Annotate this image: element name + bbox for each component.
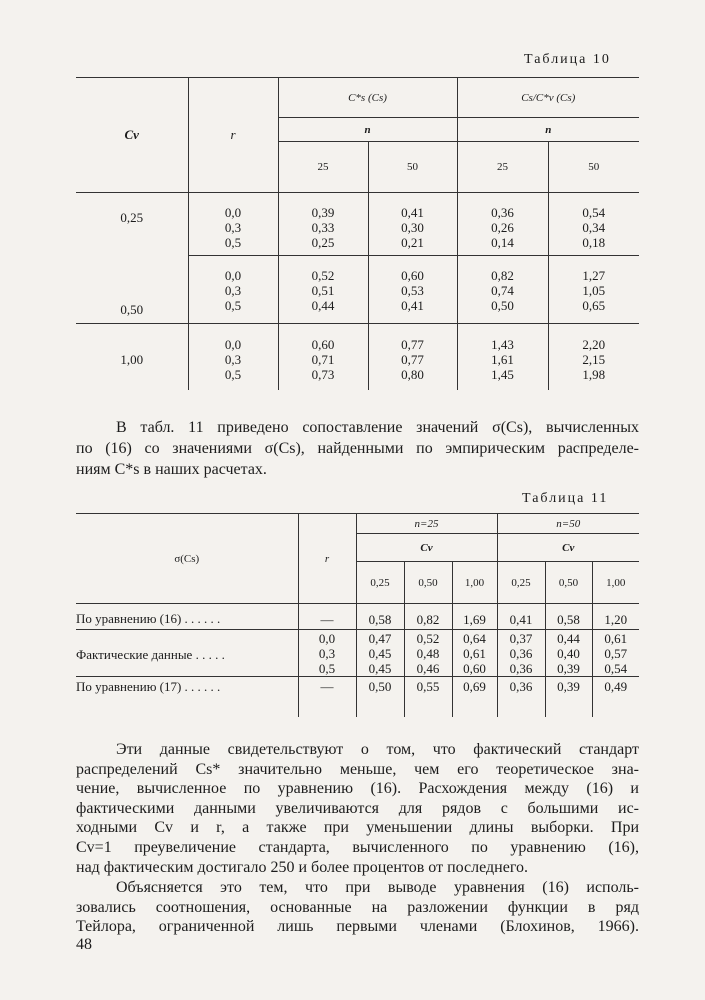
cell-value: 0,73	[311, 367, 335, 382]
text-line: распределений Cs* значительно меньше, чем его теоретическое зна-	[76, 760, 639, 778]
cell-value: 1,45	[491, 367, 514, 382]
cv-value: 1,00	[452, 562, 497, 604]
cell-value: 0,82	[491, 268, 514, 283]
cv-value: 0,25	[356, 562, 404, 604]
cell-value: 0,45	[368, 661, 392, 676]
cell-value: 0,54	[582, 205, 606, 220]
cell-value: 0,39	[545, 677, 592, 717]
cell-value: 0,39	[557, 661, 580, 676]
cv-header-1: Cv	[356, 534, 497, 562]
cell-value: 0,52	[416, 631, 440, 646]
cell-value: 0,48	[416, 646, 440, 661]
col-header-r: r	[188, 78, 278, 193]
col-header-sigma: σ(Cs)	[76, 514, 298, 604]
table-row	[76, 604, 639, 630]
cell-value: 1,43	[491, 337, 514, 352]
cv-value: 1,00	[76, 324, 188, 390]
text-line: чение, вычисленное по уравнению (16). Расхождения между (16) и	[76, 780, 639, 798]
cell-value: 0,53	[401, 283, 424, 298]
cell-value: 0,54	[604, 661, 628, 676]
cv-value: 0,50	[120, 302, 144, 317]
cell-value: 0,39	[311, 205, 335, 220]
cell-value: 0,51	[311, 283, 335, 298]
table10	[76, 77, 639, 390]
table-row	[76, 193, 639, 256]
cell-value: 1,61	[491, 352, 514, 367]
cell-value: 0,58	[356, 604, 404, 630]
text-line: по (16) со значениями σ(Cs), найденными по эмпирическим распределе-	[76, 440, 639, 457]
cell-value: 0,80	[401, 367, 424, 382]
row-label: По уравнению (16) . . . . . .	[76, 611, 221, 626]
cell-value: 0,44	[557, 631, 580, 646]
group-header-n50: n=50	[497, 514, 639, 534]
cell-value: 0,36	[509, 661, 533, 676]
cell-value: 0,74	[491, 283, 514, 298]
cell-value: 0,60	[311, 337, 335, 352]
r-value: 0,3	[224, 220, 242, 235]
cell-value: 0,44	[311, 298, 335, 313]
paragraph-3	[76, 878, 639, 937]
cell-value: 0,36	[497, 677, 545, 717]
cell-value: 0,77	[401, 352, 424, 367]
cell-value: 0,41	[401, 298, 424, 313]
cell-value: 0,65	[582, 298, 606, 313]
cell-value: 0,21	[401, 235, 424, 250]
text-line: В табл. 11 приведено сопоставление значений σ(Cs), вычисленных	[116, 419, 639, 436]
cv-header-2: Cv	[497, 534, 639, 562]
text-line: над фактическим достигало 250 и более процентов от последнего.	[76, 858, 528, 876]
cell-value: 0,45	[368, 646, 392, 661]
cell-value: 0,41	[497, 604, 545, 630]
text-line: Тейлора, ограниченной лишь первыми членами (Блохинов, 1966).	[76, 918, 639, 936]
r-value: 0,5	[224, 367, 242, 382]
paragraph-2	[76, 740, 639, 877]
cell-value: 0,14	[491, 235, 514, 250]
cell-value: 0,46	[416, 661, 440, 676]
table-row	[76, 256, 639, 324]
r-value: 0,0	[224, 205, 242, 220]
cell-value: 0,82	[404, 604, 452, 630]
n-value: 50	[368, 142, 457, 193]
cell-value: 0,49	[592, 677, 639, 717]
cell-value: 0,36	[509, 646, 533, 661]
cell-value: 0,52	[311, 268, 335, 283]
cell-value: 1,27	[582, 268, 606, 283]
cell-value: 1,98	[582, 367, 606, 382]
n-header-1: n	[278, 118, 457, 142]
cv-value: 0,25	[120, 209, 144, 225]
cell-value: 0,50	[356, 677, 404, 717]
cell-value: 0,77	[401, 337, 424, 352]
cell-value: 0,60	[401, 268, 424, 283]
text-line: ниям C*s в наших расчетах.	[76, 461, 267, 478]
cell-value: 2,15	[582, 352, 606, 367]
cell-value: 0,60	[463, 661, 486, 676]
cell-value: 0,57	[604, 646, 628, 661]
cell-value: 0,47	[368, 631, 392, 646]
text-line: Эти данные свидетельствуют о том, что фактический стандарт	[116, 741, 639, 758]
cell-value: 2,20	[582, 337, 606, 352]
cell-value: 0,69	[452, 677, 497, 717]
table-row	[76, 324, 639, 390]
cell-value: 0,33	[311, 220, 335, 235]
text-line: Объясняется это тем, что при выводе уравнения (16) исполь-	[116, 879, 639, 896]
table-row	[76, 677, 639, 717]
r-value: 0,0	[224, 337, 242, 352]
r-value: 0,5	[224, 235, 242, 250]
cell-value: 0,18	[582, 235, 606, 250]
cell-value: 0,58	[545, 604, 592, 630]
text-line: фактическими данными увеличиваются для рядов с большими ис-	[76, 799, 639, 817]
r-value: 0,3	[224, 283, 242, 298]
cell-value: 0,64	[463, 631, 486, 646]
n-value: 25	[278, 142, 368, 193]
table11	[76, 513, 639, 717]
cell-value: 0,50	[491, 298, 514, 313]
col-header-cv: Cv	[76, 78, 188, 193]
cell-value: 1,69	[452, 604, 497, 630]
cell-value: 0,25	[311, 235, 335, 250]
row-label: Фактические данные . . . . .	[76, 630, 298, 677]
r-value: 0,0	[318, 631, 336, 646]
cell-value: 0,41	[401, 205, 424, 220]
paragraph-1	[76, 417, 639, 480]
cell-value: 0,71	[311, 352, 335, 367]
cv-value: 0,50	[404, 562, 452, 604]
r-value: 0,5	[318, 661, 336, 676]
cell-value: 0,40	[557, 646, 580, 661]
n-header-2: n	[457, 118, 639, 142]
table-row	[76, 630, 639, 677]
row-label: По уравнению (17) . . . . . .	[76, 677, 298, 717]
cv-value: 1,00	[592, 562, 639, 604]
cell-value: 0,55	[404, 677, 452, 717]
cell-value: 0,30	[401, 220, 424, 235]
text-line: зовались соотношения, основанные на разложении функции в ряд	[76, 898, 639, 916]
text-line: Cv=1 преувеличение стандарта, вычисленного по уравнению (16),	[76, 838, 639, 856]
r-value: —	[298, 677, 356, 717]
cv-value: 0,50	[545, 562, 592, 604]
group-header-ratio: Cs/C*v (Cs)	[457, 78, 639, 118]
cell-value: 0,61	[604, 631, 628, 646]
cv-value: 0,25	[497, 562, 545, 604]
group-header-n25: n=25	[356, 514, 497, 534]
cell-value: 0,37	[509, 631, 533, 646]
cell-value: 0,34	[582, 220, 606, 235]
page-number: 48	[76, 936, 92, 953]
group-header-cs: C*s (Cs)	[278, 78, 457, 118]
col-header-r: r	[298, 514, 356, 604]
r-value: 0,3	[318, 646, 336, 661]
cell-value: 1,05	[582, 283, 606, 298]
r-value: —	[298, 604, 356, 630]
r-value: 0,5	[224, 298, 242, 313]
cell-value: 0,36	[491, 205, 514, 220]
text-line: ходными Cv и r, а также при уменьшении длины выборки. При	[76, 819, 639, 837]
cell-value: 0,61	[463, 646, 486, 661]
r-value: 0,0	[224, 268, 242, 283]
n-value: 25	[457, 142, 548, 193]
table11-caption: Таблица 11	[522, 491, 609, 506]
table10-caption: Таблица 10	[524, 52, 611, 67]
cell-value: 0,26	[491, 220, 514, 235]
cell-value: 1,20	[592, 604, 639, 630]
r-value: 0,3	[224, 352, 242, 367]
n-value: 50	[548, 142, 639, 193]
